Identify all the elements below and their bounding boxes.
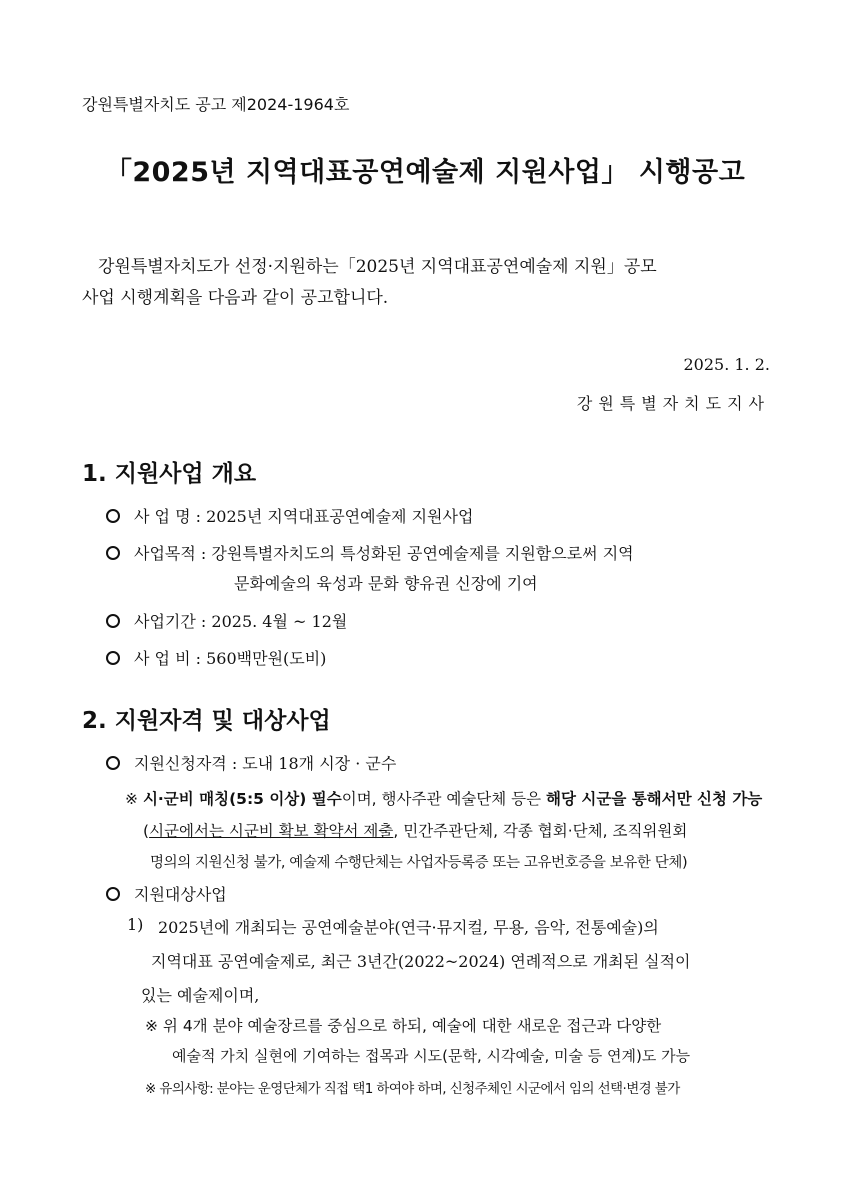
page-title: 「2025년 지역대표공연예술제 지원사업」 시행공고 [104, 157, 746, 188]
eligibility-note-line-2 [143, 819, 687, 841]
bullet-circle-icon [106, 887, 120, 901]
target-item-line-3: 있는 예술제이며, [141, 986, 260, 1005]
sub-note-1-line-1: ※ 위 4개 분야 예술장르를 중심으로 하되, 예술에 대한 새로운 접근과 다양한 [145, 1017, 662, 1035]
item-text: 2025. 4월 ~ 12월 [211, 612, 348, 631]
note-middle-text: 이며, 행사주관 예술단체 등은 [341, 790, 547, 808]
eligibility-text: 지원신청자격 : 도내 18개 시장 · 군수 [134, 754, 397, 773]
notice-date: 2025. 1. 2. [683, 355, 770, 374]
note-line-2-rest: , 민간주관단체, 각종 협회·단체, 조직위원회 [393, 822, 688, 840]
eligibility-note-line-3: 명의의 지원신청 불가, 예술제 수행단체는 사업자등록증 또는 고유번호증을 보유한 단체) [150, 855, 688, 871]
item-label: 사 업 비 : [134, 649, 202, 668]
target-item-line-1: 2025년에 개최되는 공연예술분야(연극·뮤지컬, 무용, 음악, 전통예술)의 [158, 918, 659, 937]
section-1-heading: 1. 지원사업 개요 [82, 461, 257, 487]
bullet-circle-icon [106, 614, 120, 628]
notice-number: 강원특별자치도 공고 제2024-1964호 [82, 95, 350, 114]
item-label: 사 업 명 : [134, 507, 202, 526]
section-2-heading: 2. 지원자격 및 대상사업 [82, 708, 331, 734]
bullet-circle-icon [106, 756, 120, 770]
note-bold-matching: 시·군비 매칭(5:5 이상) 필수 [142, 790, 342, 808]
sub-note-1-line-2: 예술적 가치 실현에 기여하는 접목과 시도(문학, 시각예술, 미술 등 연계)도 가능 [172, 1047, 691, 1065]
intro-line-2: 사업 시행계획을 다음과 같이 공고합니다. [82, 288, 389, 308]
note-underlined-text: 시군에서는 시군비 확보 확약서 제출 [149, 822, 394, 840]
note-bold-channel: 해당 시군을 통해서만 신청 가능 [546, 790, 763, 808]
item-label: 사업기간 : [134, 612, 207, 631]
bullet-circle-icon [106, 546, 120, 560]
item-text: 560백만원(도비) [206, 649, 327, 668]
note-mark: ※ [125, 790, 138, 808]
item-label: 사업목적 : [134, 544, 207, 563]
target-item-line-2: 지역대표 공연예술제로, 최근 3년간(2022~2024) 연례적으로 개최된 실적이 [151, 952, 691, 971]
bullet-circle-icon [106, 509, 120, 523]
target-item-number: 1) [127, 915, 144, 934]
eligibility-note-line-1 [125, 787, 762, 809]
item-text: 강원특별자치도의 특성화된 공연예술제를 지원함으로써 지역 [211, 544, 634, 563]
intro-line-1: 강원특별자치도가 선정·지원하는「2025년 지역대표공연예술제 지원」공모 [98, 257, 657, 277]
target-heading: 지원대상사업 [134, 885, 227, 904]
purpose-line-2: 문화예술의 육성과 문화 향유권 신장에 기여 [234, 574, 538, 593]
sub-note-2: ※ 유의사항: 분야는 운영단체가 직접 택1 하여야 하며, 신청주체인 시군에서 임의 선택·변경 불가 [145, 1081, 680, 1097]
paren-open: ( [143, 822, 150, 840]
issuer-name: 강원특별자치도지사 [576, 394, 770, 413]
bullet-circle-icon [106, 651, 120, 665]
item-text: 2025년 지역대표공연예술제 지원사업 [206, 507, 474, 526]
